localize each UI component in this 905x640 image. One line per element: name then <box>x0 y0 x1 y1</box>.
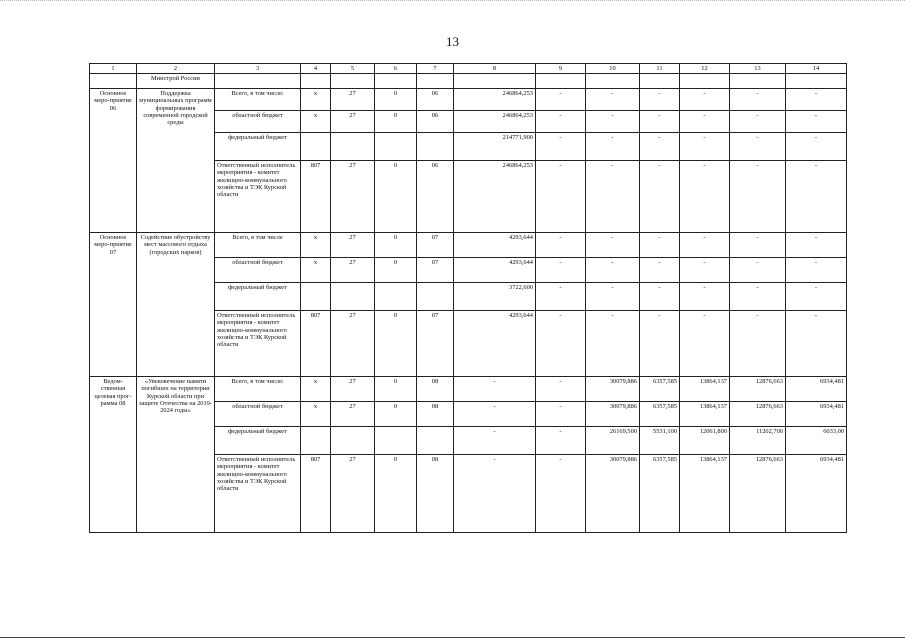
value-cell: 27 <box>331 111 375 133</box>
value-cell: - <box>730 133 786 161</box>
column-header: 10 <box>586 64 640 74</box>
value-cell: - <box>536 233 586 258</box>
value-cell: 11202,700 <box>730 427 786 455</box>
value-cell: 26169,500 <box>586 427 640 455</box>
value-cell: - <box>730 283 786 311</box>
measure-name: Основное меро-приятие 07 <box>90 233 137 377</box>
measure-name: Ведом-ственная целевая прог-рамма 08 <box>90 377 137 533</box>
column-header: 14 <box>786 64 847 74</box>
value-cell: 6033,00 <box>786 427 847 455</box>
value-cell: - <box>680 161 730 233</box>
value-cell: - <box>786 258 847 283</box>
funding-source-label: федеральный бюджет <box>215 133 301 161</box>
measure-description: Содействие обустройству мест массового отдыха (городских парков) <box>137 233 215 377</box>
value-cell: 0 <box>375 111 417 133</box>
value-cell: 0 <box>375 455 417 533</box>
value-cell: 07 <box>417 258 454 283</box>
value-cell: 6357,585 <box>640 455 680 533</box>
column-header: 1 <box>90 64 137 74</box>
value-cell: 6357,585 <box>640 402 680 427</box>
value-cell: - <box>536 311 586 377</box>
column-header: 8 <box>454 64 536 74</box>
value-cell: 27 <box>331 455 375 533</box>
cell <box>90 74 137 89</box>
funding-source-label: Всего, в том числе: <box>215 377 301 402</box>
value-cell: - <box>786 283 847 311</box>
value-cell: 27 <box>331 377 375 402</box>
value-cell: 0 <box>375 89 417 111</box>
value-cell: 6934,481 <box>786 402 847 427</box>
value-cell: - <box>586 161 640 233</box>
value-cell: 13864,137 <box>680 455 730 533</box>
value-cell <box>417 427 454 455</box>
value-cell: - <box>786 161 847 233</box>
value-cell: 07 <box>417 233 454 258</box>
column-header: 13 <box>730 64 786 74</box>
value-cell: - <box>730 233 786 258</box>
value-cell: 4293,644 <box>454 258 536 283</box>
value-cell <box>301 133 331 161</box>
value-cell: - <box>640 133 680 161</box>
value-cell: - <box>730 161 786 233</box>
value-cell: - <box>730 311 786 377</box>
value-cell: - <box>586 233 640 258</box>
scan-edge-bottom <box>0 637 905 638</box>
value-cell <box>331 133 375 161</box>
value-cell: - <box>640 111 680 133</box>
budget-table <box>89 63 847 533</box>
value-cell: - <box>536 427 586 455</box>
value-cell <box>375 427 417 455</box>
table-row <box>90 233 847 258</box>
funding-source-label: Всего, в том числе <box>215 233 301 258</box>
value-cell: - <box>640 258 680 283</box>
column-header: 6 <box>375 64 417 74</box>
measure-description: «Увековечение памяти погибших на территории Курской области при защите Отечества на 2019-2024 годы» <box>137 377 215 533</box>
value-cell: 30079,886 <box>586 455 640 533</box>
funding-source-label: Всего, в том числе: <box>215 89 301 111</box>
value-cell: - <box>786 133 847 161</box>
ministry-cell: Минстрой России <box>137 74 215 89</box>
value-cell: 27 <box>331 311 375 377</box>
funding-source-label: областной бюджет <box>215 111 301 133</box>
value-cell: - <box>730 89 786 111</box>
value-cell: - <box>586 89 640 111</box>
value-cell: - <box>454 377 536 402</box>
value-cell: - <box>680 311 730 377</box>
value-cell: 6934,481 <box>786 377 847 402</box>
value-cell: х <box>301 402 331 427</box>
value-cell: 246864,253 <box>454 111 536 133</box>
value-cell: 27 <box>331 402 375 427</box>
value-cell: 06 <box>417 89 454 111</box>
value-cell: 08 <box>417 455 454 533</box>
column-header: 7 <box>417 64 454 74</box>
value-cell: - <box>640 311 680 377</box>
value-cell: - <box>680 89 730 111</box>
value-cell: 214771,900 <box>454 133 536 161</box>
table-row <box>90 89 847 111</box>
value-cell: 0 <box>375 377 417 402</box>
value-cell: 246864,253 <box>454 161 536 233</box>
funding-source-label: Ответственный исполнитель мероприятия - комитет жилищно-коммунального хозяйства и ТЭК Курской области <box>215 161 301 233</box>
value-cell: 06 <box>417 161 454 233</box>
value-cell: 3722,600 <box>454 283 536 311</box>
column-header: 5 <box>331 64 375 74</box>
value-cell: 08 <box>417 377 454 402</box>
value-cell: - <box>640 89 680 111</box>
value-cell <box>331 427 375 455</box>
value-cell: х <box>301 377 331 402</box>
page-number: 13 <box>446 34 459 49</box>
value-cell: 27 <box>331 233 375 258</box>
value-cell: 27 <box>331 258 375 283</box>
value-cell: х <box>301 89 331 111</box>
value-cell: 12061,800 <box>680 427 730 455</box>
value-cell: 4293,644 <box>454 233 536 258</box>
value-cell: х <box>301 111 331 133</box>
value-cell: - <box>586 111 640 133</box>
value-cell: х <box>301 258 331 283</box>
value-cell: 807 <box>301 455 331 533</box>
value-cell: 246864,253 <box>454 89 536 111</box>
value-cell: - <box>536 161 586 233</box>
value-cell: - <box>536 111 586 133</box>
value-cell <box>417 133 454 161</box>
value-cell: - <box>536 89 586 111</box>
measure-description: Поддержка муниципальных программ формирования современной городской среды <box>137 89 215 233</box>
value-cell <box>375 283 417 311</box>
header-row <box>90 64 847 74</box>
value-cell: 0 <box>375 402 417 427</box>
value-cell: - <box>586 258 640 283</box>
value-cell: 0 <box>375 161 417 233</box>
value-cell: - <box>786 89 847 111</box>
value-cell: - <box>786 233 847 258</box>
value-cell <box>331 283 375 311</box>
value-cell: - <box>640 161 680 233</box>
column-header: 2 <box>137 64 215 74</box>
value-cell: - <box>680 258 730 283</box>
table-body <box>90 64 847 533</box>
value-cell: 0 <box>375 258 417 283</box>
value-cell: - <box>786 111 847 133</box>
value-cell: - <box>640 283 680 311</box>
value-cell: 30079,886 <box>586 402 640 427</box>
value-cell: - <box>730 111 786 133</box>
value-cell: - <box>680 233 730 258</box>
measure-name: Основное меро-приятие 06 <box>90 89 137 233</box>
funding-source-label: Ответственный исполнитель мероприятия - комитет жилищно-коммунального хозяйства и ТЭК Курской области <box>215 311 301 377</box>
value-cell: 12876,663 <box>730 455 786 533</box>
funding-source-label: областной бюджет <box>215 258 301 283</box>
funding-source-label: федеральный бюджет <box>215 283 301 311</box>
column-header: 4 <box>301 64 331 74</box>
funding-source-label: федеральный бюджет <box>215 427 301 455</box>
ministry-row <box>90 74 847 89</box>
funding-source-label: областной бюджет <box>215 402 301 427</box>
value-cell <box>301 427 331 455</box>
value-cell: 0 <box>375 311 417 377</box>
value-cell: - <box>454 427 536 455</box>
value-cell: - <box>536 455 586 533</box>
value-cell: - <box>680 133 730 161</box>
value-cell: 13864,137 <box>680 377 730 402</box>
value-cell: 30079,886 <box>586 377 640 402</box>
value-cell: - <box>536 283 586 311</box>
value-cell: 12876,663 <box>730 402 786 427</box>
value-cell: - <box>730 258 786 283</box>
value-cell <box>375 133 417 161</box>
value-cell <box>301 283 331 311</box>
scan-edge-top <box>0 0 905 1</box>
value-cell: - <box>454 455 536 533</box>
value-cell: 13864,137 <box>680 402 730 427</box>
column-header: 12 <box>680 64 730 74</box>
value-cell: 08 <box>417 402 454 427</box>
value-cell: х <box>301 233 331 258</box>
value-cell: 0 <box>375 233 417 258</box>
value-cell: 6934,481 <box>786 455 847 533</box>
value-cell: 807 <box>301 311 331 377</box>
value-cell: - <box>586 283 640 311</box>
table-row <box>90 377 847 402</box>
value-cell: 807 <box>301 161 331 233</box>
value-cell: - <box>640 233 680 258</box>
value-cell: - <box>586 311 640 377</box>
value-cell: 6357,585 <box>640 377 680 402</box>
value-cell: - <box>536 133 586 161</box>
value-cell: 5531,100 <box>640 427 680 455</box>
value-cell: - <box>680 283 730 311</box>
column-header: 3 <box>215 64 301 74</box>
value-cell: - <box>786 311 847 377</box>
value-cell: 4293,644 <box>454 311 536 377</box>
value-cell: 27 <box>331 89 375 111</box>
value-cell: - <box>586 133 640 161</box>
value-cell <box>417 283 454 311</box>
funding-source-label: Ответственный исполнитель мероприятия - комитет жилищно-коммунального хозяйства и ТЭК Курской области <box>215 455 301 533</box>
column-header: 11 <box>640 64 680 74</box>
value-cell: - <box>454 402 536 427</box>
value-cell: 06 <box>417 111 454 133</box>
value-cell: - <box>536 258 586 283</box>
column-header: 9 <box>536 64 586 74</box>
value-cell: 27 <box>331 161 375 233</box>
value-cell: 07 <box>417 311 454 377</box>
value-cell: 12876,663 <box>730 377 786 402</box>
value-cell: - <box>680 111 730 133</box>
value-cell: - <box>536 402 586 427</box>
value-cell: - <box>536 377 586 402</box>
